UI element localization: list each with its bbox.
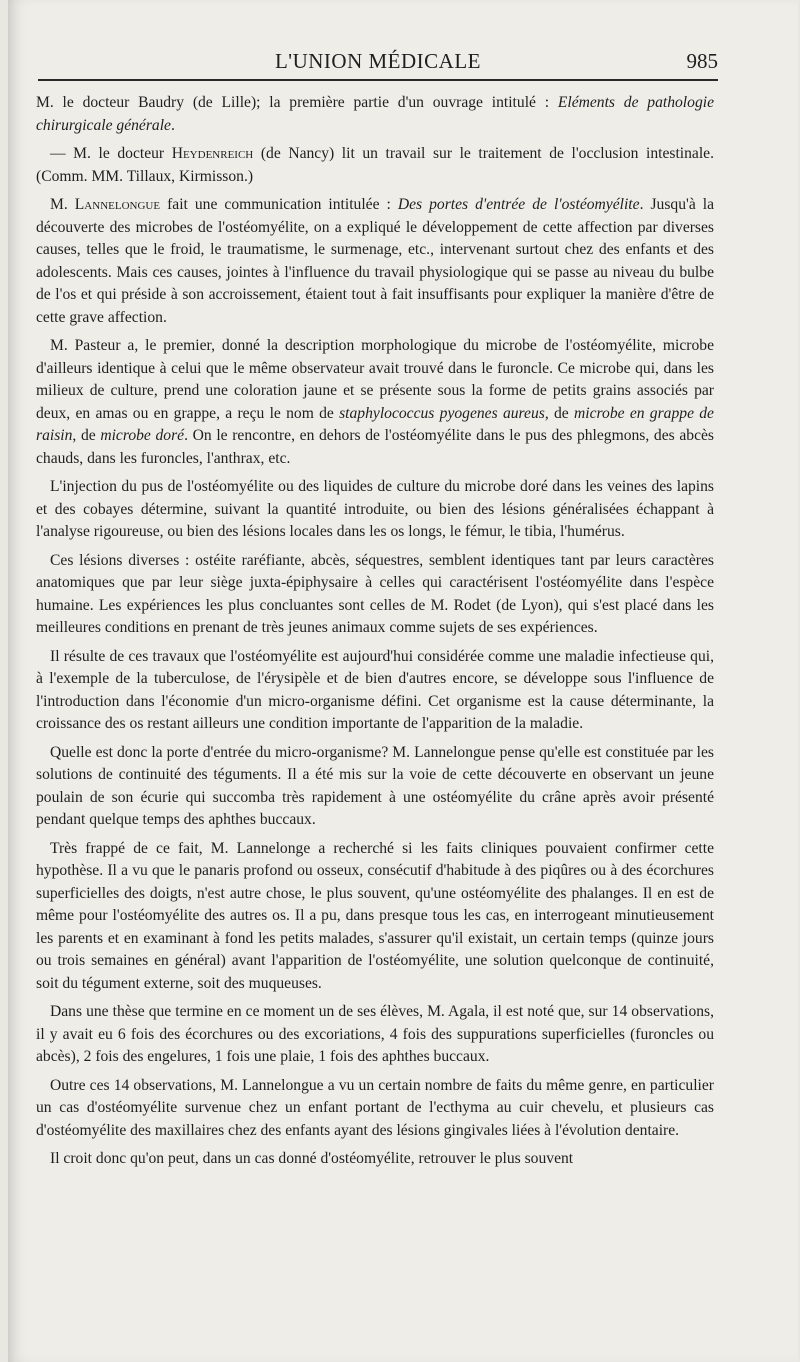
paragraph: Quelle est donc la porte d'entrée du micro-organisme? M. Lannelongue pense qu'elle est constituée par les solutions de continuité des téguments. Il a été mis sur la voie de cette découverte en observant un jeune poulain de son écurie qui succomba très rapidement à une ostéomyélite du crâne après avoir présenté pendant quelque temps des aphthes buccaux.: [36, 743, 714, 828]
paragraph: — M. le docteur Heydenreich (de Nancy) lit un travail sur le traitement de l'occlusion intestinale. (Comm. MM. Tillaux, Kirmisson.): [36, 145, 714, 185]
page-number: 985: [686, 49, 718, 73]
paragraph: Il croit donc qu'on peut, dans un cas donné d'ostéomyélite, retrouver le plus souvent: [50, 1150, 574, 1167]
paragraph: M. le docteur Baudry (de Lille); la première partie d'un ouvrage intitulé : Eléments de pathologie chirurgicale générale.: [36, 94, 714, 134]
paragraph: Outre ces 14 observations, M. Lannelongue a vu un certain nombre de faits du même genre, en particulier un cas d'ostéomyélite survenue chez un enfant portant de l'ecthyma au cuir chevelu, et plusieurs cas d'ostéomyélite des maxillaires chez des enfants ayant des lésions gingivales liées à l'évolution dentaire.: [36, 1076, 714, 1139]
paragraph: Très frappé de ce fait, M. Lannelonge a recherché si les faits cliniques pouvaient confirmer cette hypothèse. Il a vu que le panaris profond ou osseux, consécutif d'habitude à des piqûres ou à des écorchures superficielles des doigts, n'est autre chose, le plus souvent, qu'une ostéomyélite des phalanges. Il en est de même pour l'ostéomyélite des autres os. Il a pu, dans presque tous les cas, en interrogeant minutieusement les parents et en examinant à fond les petits malades, s'assurer qu'il existait, un certain temps (quinze jours ou trois semaines en général) avant l'apparition de l'ostéomyélite, une solution quelconque de continuité, soit du tégument externe, soit des muqueuses.: [36, 839, 714, 992]
paragraph: L'injection du pus de l'ostéomyélite ou des liquides de culture du microbe doré dans les veines des lapins et des cobayes détermine, suivant la quantité introduite, ou bien des lésions généralisées échappant à l'analyse rigoureuse, ou bien des lésions locales dans les os longs, le fémur, le tibia, l'humérus.: [36, 478, 714, 540]
paragraph: M. Lannelongue fait une communication intitulée : Des portes d'entrée de l'ostéomyélite. Jusqu'à la découverte des microbes de l'ostéomyélite, on a expliqué le développement de cette affection par diverses causes, telles que le froid, le traumatisme, le surmenage, etc., intervenant surtout chez des enfants et des adolescents. Mais ces causes, jointes à l'influence du travail physiologique qui se passe au niveau du bulbe de l'os et qui préside à son accroissement, étaient tout à fait insuffisants pour expliquer la manière d'être de cette grave affection.: [36, 196, 715, 326]
page-header: [38, 45, 718, 77]
paragraph: Il résulte de ces travaux que l'ostéomyélite est aujourd'hui considérée comme une maladie infectieuse qui, à l'exemple de la tuberculose, de l'érysipèle et de bien d'autres encore, se développe sous l'influence de l'introduction dans l'économie d'un micro-organisme défini. Cet organisme est la cause déterminante, la croissance des os restant ailleurs une condition importante de l'apparition de la maladie.: [36, 647, 714, 732]
document-page: [8, 0, 798, 1362]
article-body: [36, 92, 714, 1177]
running-title: L'UNION MÉDICALE: [274, 49, 481, 73]
paragraph: M. Pasteur a, le premier, donné la description morphologique du microbe de l'ostéomyélite, microbe d'ailleurs identique à celui que le même observateur avait trouvé dans le furoncle. Ce microbe qui, dans les milieux de culture, prend une coloration jaune et se présente sous la forme de petits grains associés par deux, en amas ou en grappe, a reçu le nom de staphylococcus pyogenes aureus, de microbe en grappe de raisin, de microbe doré. On le rencontre, en dehors de l'ostéomyélite dans le pus des phlegmons, des abcès chauds, dans les furoncles, l'anthrax, etc.: [36, 337, 714, 467]
paragraph: Dans une thèse que termine en ce moment un de ses élèves, M. Agala, il est noté que, sur 14 observations, il y avait eu 6 fois des écorchures ou des excoriations, 4 fois des suppurations superficielles (furoncles ou abcès), 2 fois des engelures, 1 fois une plaie, 1 fois des aphthes buccaux.: [36, 1003, 714, 1065]
paragraph: Ces lésions diverses : ostéite raréfiante, abcès, séquestres, semblent identiques tant par leurs caractères anatomiques que par leur siège juxta-épiphysaire à celles qui caractérisent l'ostéomyélite dans l'espèce humaine. Les expériences les plus concluantes sont celles de M. Rodet (de Lyon), qui s'est placé dans les meilleures conditions en prenant de très jeunes animaux comme sujets de ses expériences.: [36, 551, 714, 636]
header-rule: [38, 79, 718, 81]
